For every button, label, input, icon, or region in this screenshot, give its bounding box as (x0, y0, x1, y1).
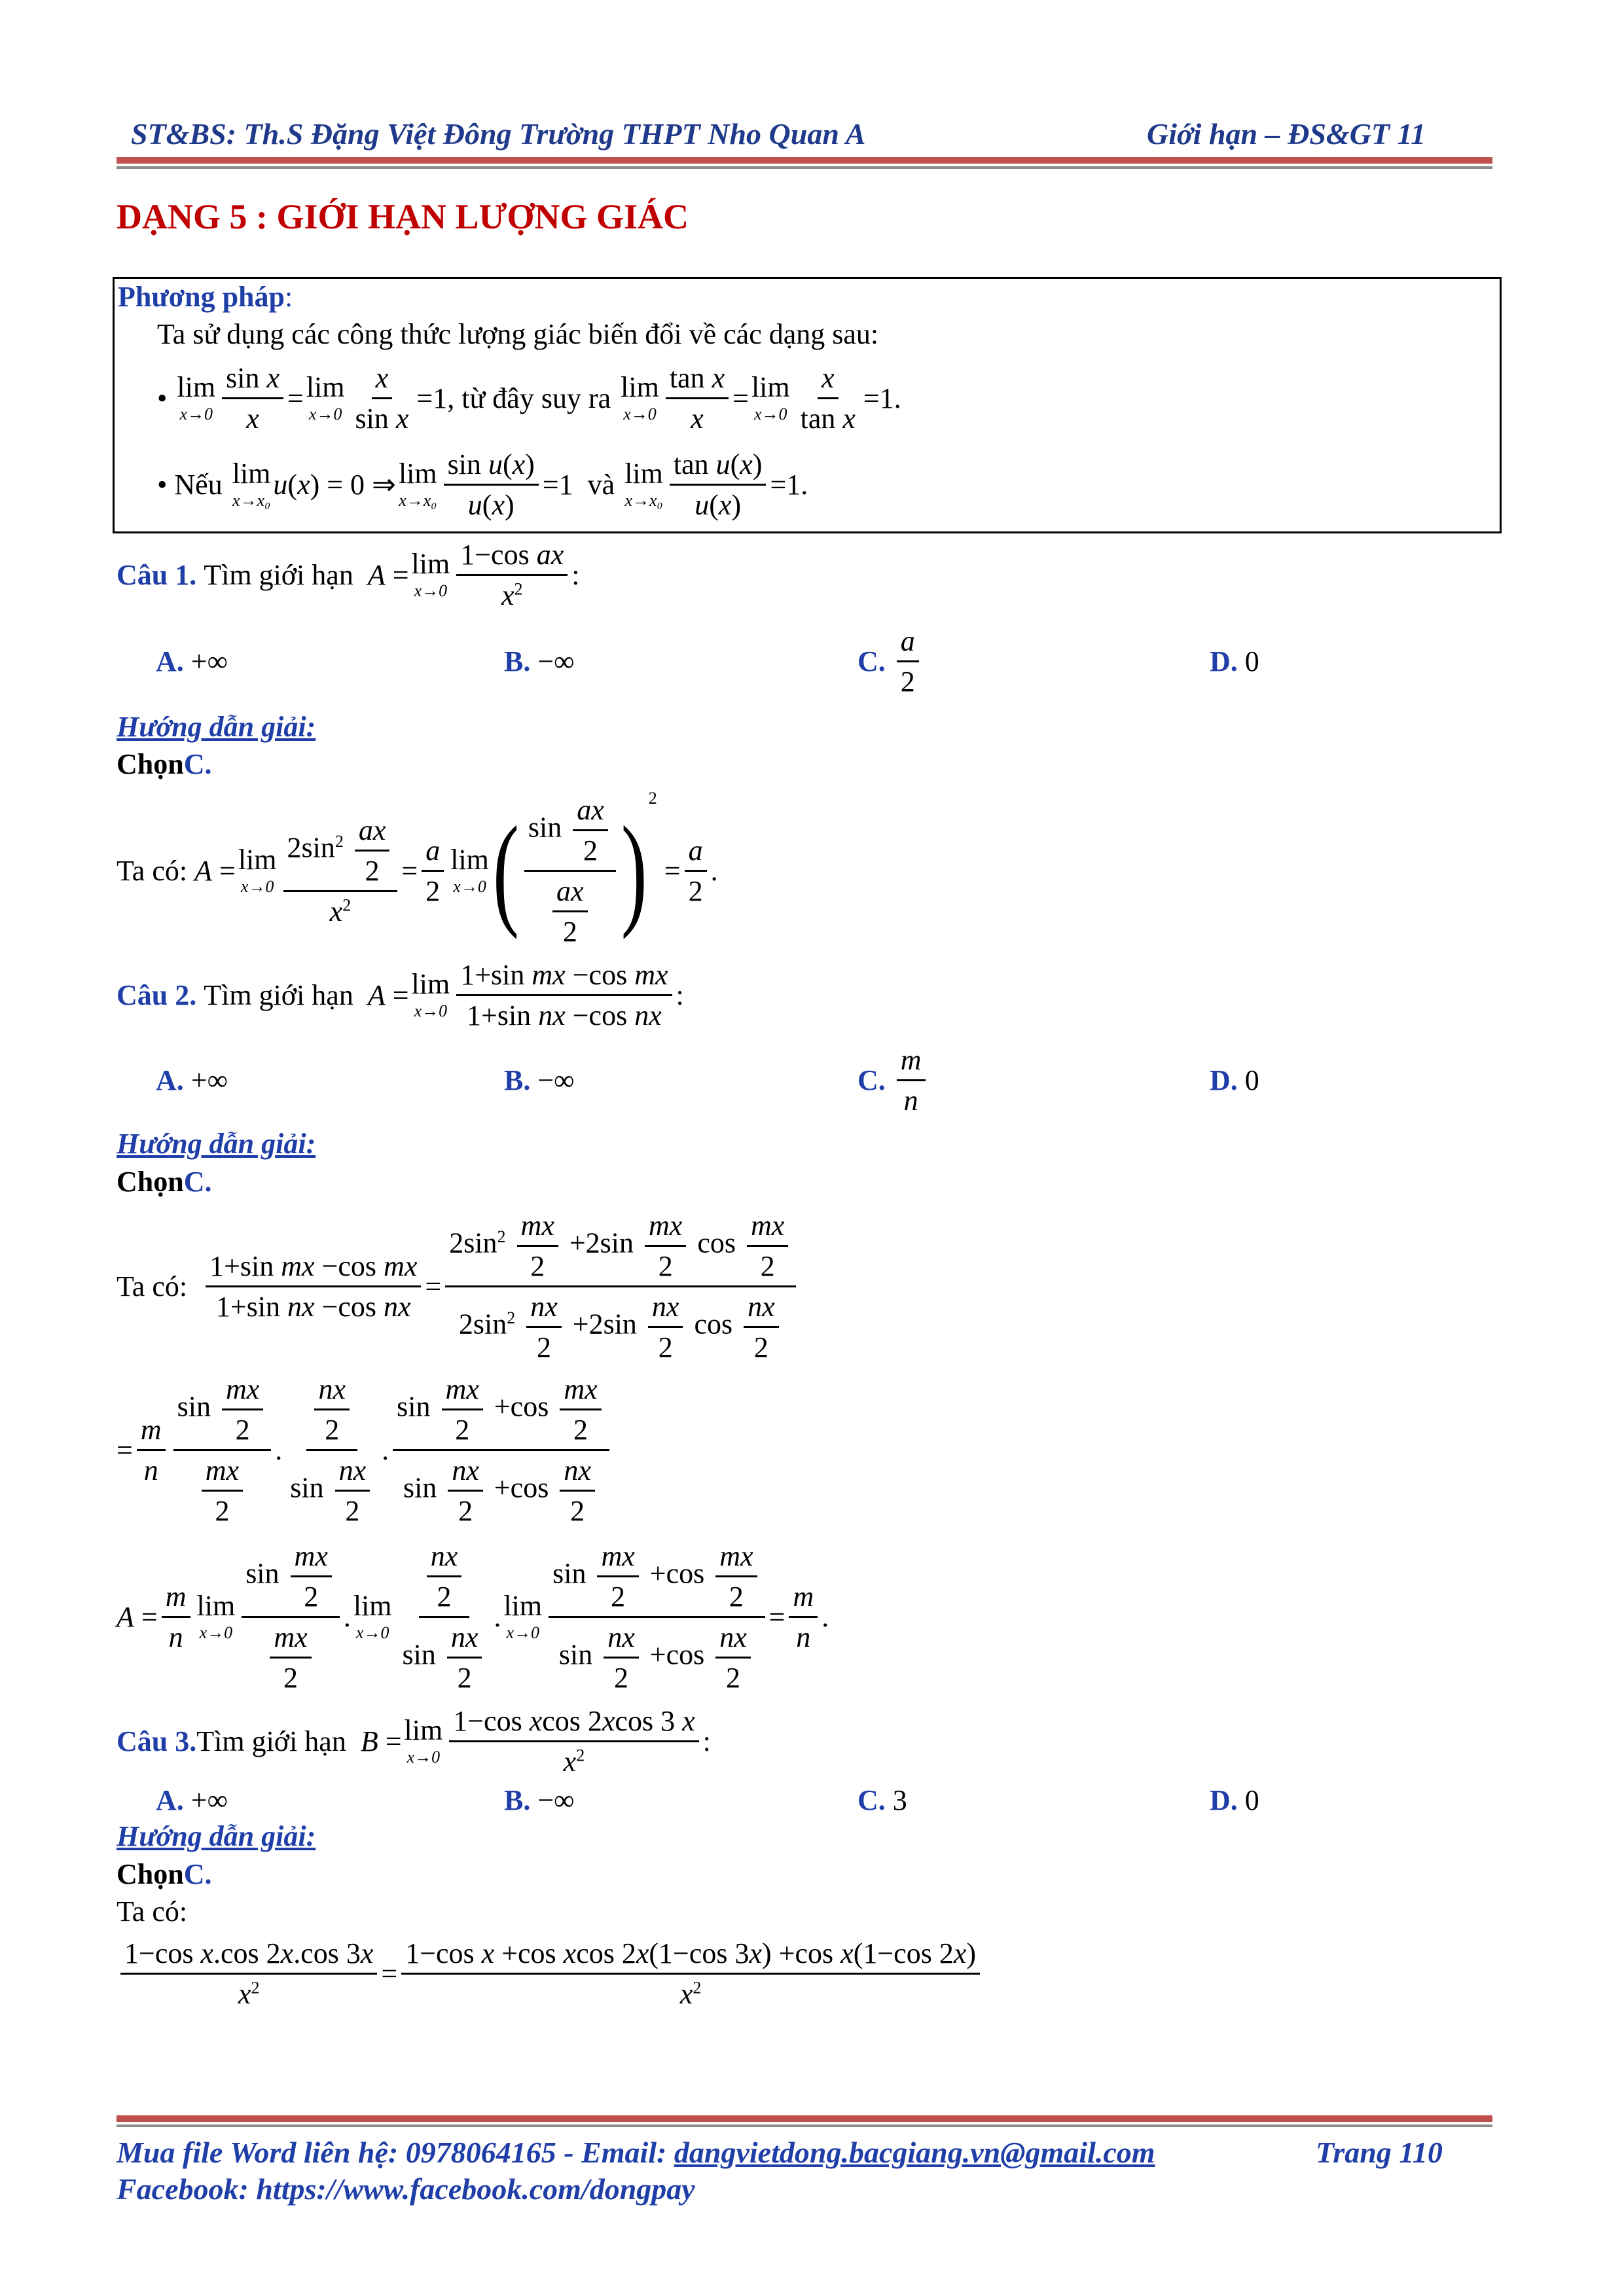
method-label: Phương pháp: (118, 281, 293, 313)
solution-2-heading: Hướng dẫn giải: (117, 1128, 316, 1160)
solution-3-intro: Ta có: (117, 1895, 188, 1928)
solution-3-heading: Hướng dẫn giải: (117, 1820, 316, 1852)
header-rule-thin (117, 166, 1492, 169)
solution-2-step-1: Ta có: $\frac{\text{1+sin mx −cos mx}}{\text{1+sin nx −cos nx}}$ = $2\sin^2$ $\frac{mx}{2}$ +2sin $\frac{mx}{2}$ cos $\frac{mx}{2}$ $2\sin^2$ $\frac{nx}{2}$ +2sin $\frac{nx}{2}$ cos $\frac{nx}{2}$ (117, 1204, 800, 1368)
q1-option-c[interactable]: C. $\frac{a}{2}$ (857, 622, 923, 700)
question-2: Câu 2. Tìm giới hạn A = lim x→0 $\frac{\text{1+sin mx −cos mx}}{\text{1+sin nx −cos nx}}$ : (117, 958, 684, 1031)
q1-option-d[interactable]: D. 0 (1210, 645, 1259, 677)
header-right: Giới hạn – ĐS&GT 11 (1147, 117, 1426, 151)
question-1: Câu 1. Tìm giới hạn A = lim x→0 $\frac{\text{1−cos ax}}{x^2}$ : (117, 538, 580, 611)
q3-option-c[interactable]: C. 3 (857, 1784, 907, 1816)
q1-option-b[interactable]: B. −∞ (504, 645, 575, 677)
question-3: Câu 3. Tìm giới hạn B = lim x→0 $\frac{\text{1−cos xcos 2xcos 3 x}}{x^2}$ : (117, 1704, 711, 1778)
solution-2-step-2: = $\frac{m}{n}$ sin $\frac{mx}{2}$ $\frac{mx}{2}$ . $\frac{nx}{2}$ sin $\frac{nx}{2}$ . sin $\frac{mx}{2}$ +cos $\frac{mx}{2}$ sin $\frac{nx}{2}$ +cos $\frac{nx}{2}$ (117, 1368, 613, 1532)
header-left: ST&BS: Th.S Đặng Việt Đông Trường THPT Nho Quan A (131, 117, 866, 151)
solution-1-derivation: Ta có: A = lim x→0 $2\sin^2$ $\frac{ax}{2}$ $x^2$ = $\frac{a}{2}$ lim x→0 ( sin $\frac{ax}{2}$ $\frac{ax}{2}$ ) 2 = $\frac{a}{2}$ . (117, 789, 718, 948)
footer-rule (117, 2115, 1492, 2122)
footer-contact: Mua file Word liên hệ: 0978064165 - Email: dangvietdong.bacgiang.vn@gmail.com (117, 2136, 1155, 2169)
method-bullet-2: • Nếu lim x→x₀ u(x) = 0 ⇒ lim x→x₀ $\frac{\text{sin u(x)}}{u(x)}$ =1 và lim x→x₀ $\frac{\text{tan u(x)}}{u(x)}$ =1. (157, 448, 808, 521)
method-bullet-1: • lim x→0 $\frac{\text{sin x}}{x}$ = lim x→0 $\frac{x}{\text{sin x}}$ =1 , từ đây suy ra lim x→0 $\frac{\text{tan x}}{x}$ = lim x→0 $\frac{x}{\text{tan x}}$ =1. (157, 361, 901, 435)
solution-3-step-1: $\frac{\text{1−cos x.cos 2x.cos 3x}}{x^2}$ = $\frac{\text{1−cos x +cos xcos 2x(1−cos 3x) +cos x(1−cos 2x)}}{x^2}$ (117, 1931, 984, 2016)
q2-option-b[interactable]: B. −∞ (504, 1064, 575, 1096)
q3-option-b[interactable]: B. −∞ (504, 1784, 575, 1816)
header-rule (117, 157, 1492, 164)
footer-facebook[interactable]: Facebook: https://www.facebook.com/dongpay (117, 2172, 695, 2206)
page-title: DẠNG 5 : GIỚI HẠN LƯỢNG GIÁC (117, 197, 689, 236)
q2-option-d[interactable]: D. 0 (1210, 1064, 1259, 1096)
q2-option-a[interactable]: A. +∞ (156, 1064, 228, 1096)
method-intro: Ta sử dụng các công thức lượng giác biến đổi về các dạng sau: (157, 318, 879, 350)
q3-option-a[interactable]: A. +∞ (156, 1784, 228, 1816)
solution-3-choice: ChọnC. (117, 1858, 212, 1890)
solution-2-choice: ChọnC. (117, 1166, 212, 1198)
page-number: Trang 110 (1316, 2136, 1443, 2169)
solution-1-heading: Hướng dẫn giải: (117, 711, 316, 743)
solution-2-step-3: A = $\frac{m}{n}$ lim x→0 sin $\frac{mx}{2}$ $\frac{mx}{2}$ . lim x→0 $\frac{nx}{2}$ sin $\frac{nx}{2}$ . lim x→0 sin $\frac{mx}{2}$ +cos $\frac{mx}{2}$ sin $\frac{nx}{2}$ +cos $\frac{nx}{2}$ = $\frac{m}{n}$ . (117, 1539, 829, 1694)
q3-option-d[interactable]: D. 0 (1210, 1784, 1259, 1816)
q1-option-a[interactable]: A. +∞ (156, 645, 228, 677)
footer-email-link[interactable]: dangvietdong.bacgiang.vn@gmail.com (674, 2136, 1155, 2169)
q2-option-c[interactable]: C. $\frac{m}{n}$ (857, 1041, 929, 1119)
footer-rule-thin (117, 2125, 1492, 2127)
solution-1-choice: ChọnC. (117, 748, 212, 780)
